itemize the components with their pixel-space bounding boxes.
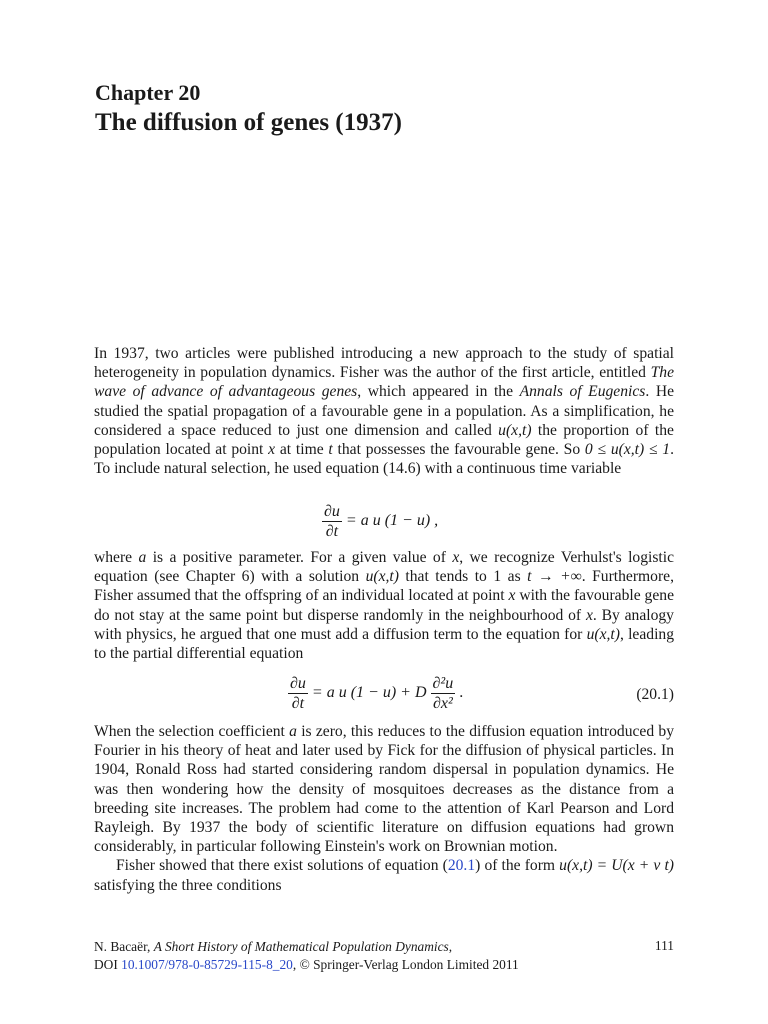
journal-name: Annals of Eugenics <box>519 383 646 401</box>
text-run: , we recognize Verhulst's logistic equation (see Chapter 6) with a solution <box>94 549 675 586</box>
text-run: , leading to the partial differential equation <box>94 625 675 663</box>
inline-math: 0 ≤ u(x,t) ≤ 1 <box>584 441 671 459</box>
paragraph-text <box>94 856 674 894</box>
inline-math: u(x,t) <box>365 568 399 586</box>
text-run: , <box>448 939 453 954</box>
fraction-numerator: ∂u <box>290 675 306 692</box>
fraction <box>431 674 456 713</box>
chapter-title: The diffusion of genes (1937) <box>95 109 402 136</box>
text-run: where <box>94 549 139 566</box>
inline-math: x <box>452 549 460 566</box>
paragraph-text <box>94 548 674 663</box>
equation-middle: = a u (1 − u) + D <box>311 684 427 702</box>
inline-math: a <box>289 723 297 740</box>
footer-line-1 <box>94 938 674 956</box>
fraction-denominator: ∂t <box>325 523 339 540</box>
copyright-text: , © Springer-Verlag London Limited 2011 <box>292 956 519 972</box>
equation-logistic <box>322 502 438 541</box>
footer-line-2 <box>94 956 674 974</box>
paragraph-text <box>94 722 674 856</box>
footer-book-title: A Short History of Mathematical Population Dynamics <box>153 939 449 954</box>
text-run: When the selection coefficient <box>94 723 290 740</box>
inline-math: u(x,t) <box>498 421 532 439</box>
text-run: . To include natural selection, he used equation (14.6) with a continuous time variable <box>94 441 674 478</box>
page-number: 111 <box>654 938 674 953</box>
text-run: In 1937, two articles were published introducing a new approach to the study of spatial heterogeneity in population dynamics. Fisher was the author of the first article, entitled <box>94 345 674 382</box>
inline-math: t <box>328 441 333 459</box>
paragraph-intro <box>94 344 674 478</box>
equation-end: . <box>459 684 464 702</box>
text-run: the proportion of the population located at point <box>94 421 674 459</box>
fraction-numerator: ∂u <box>324 503 340 520</box>
doi-label: DOI <box>94 956 122 972</box>
text-run: . Furthermore, Fisher assumed that the offspring of an individual located at point <box>94 568 674 605</box>
inline-math: x <box>268 441 276 459</box>
inline-math: u(x,t) = U(x + v t) <box>559 857 674 875</box>
text-run: that tends to 1 as <box>398 568 528 586</box>
footer-author: N. Bacaër, <box>94 939 154 954</box>
text-run: is a positive parameter. For a given value of <box>146 549 453 566</box>
inline-math: t → +∞ <box>527 568 582 586</box>
text-run: with the favourable gene do not stay at the same point but disperse randomly in the neighbourhood of <box>94 587 674 624</box>
paragraph-history <box>94 722 674 895</box>
fraction-denominator: ∂t <box>291 695 305 712</box>
inline-math: x <box>585 606 593 624</box>
inline-math: u(x,t) <box>586 625 620 643</box>
paragraph-text <box>94 344 674 478</box>
inline-math: a <box>138 549 147 566</box>
equation-reference-link[interactable]: 20.1 <box>447 857 476 875</box>
text-run: , which appeared in the <box>357 383 520 401</box>
equation-rhs: = a u (1 − u) , <box>345 512 439 530</box>
text-run: . He studied the spatial propagation of a favourable gene in a population. As a simplification, he considered a space reduced to just one dimension and called <box>94 383 674 439</box>
text-run: ) of the form <box>475 857 560 875</box>
text-run: at time <box>275 441 329 459</box>
article-title: The wave of advance of advantageous genes <box>94 364 674 401</box>
text-run: Fisher showed that there exist solutions of equation ( <box>116 857 448 875</box>
text-run: is zero, this reduces to the diffusion equation introduced by Fourier in his theory of heat and later used by Fick for the diffusion of physical particles. In 1904, Ronald Ross had started considering random dispersal in population dynamics. He was then wondering how the density of mosquitoes decreases as the distance from a breeding site increases. The problem had come to the attention of Karl Pearson and Lord Rayleigh. By 1937 the body of scientific literature on diffusion equations had grown considerably, in particular following Einstein's work on Brownian motion. <box>94 723 674 856</box>
fraction <box>322 502 342 541</box>
equation-fisher-kpp <box>288 674 463 713</box>
text-run: satisfying the three conditions <box>94 876 282 894</box>
text-run: . By analogy with physics, he argued that one must add a diffusion term to the equation for <box>94 606 674 643</box>
equation-number: (20.1) <box>636 686 674 703</box>
inline-math: x <box>508 587 516 605</box>
text-run: that possesses the favourable gene. So <box>332 441 585 459</box>
footer-citation <box>94 938 674 973</box>
fraction <box>288 674 308 713</box>
chapter-label: Chapter 20 <box>95 80 201 105</box>
paragraph-diffusion <box>94 548 674 663</box>
doi-link[interactable]: 10.1007/978-0-85729-115-8_20 <box>121 956 293 972</box>
fraction-numerator: ∂²u <box>432 675 454 692</box>
fraction-denominator: ∂x² <box>432 695 453 712</box>
